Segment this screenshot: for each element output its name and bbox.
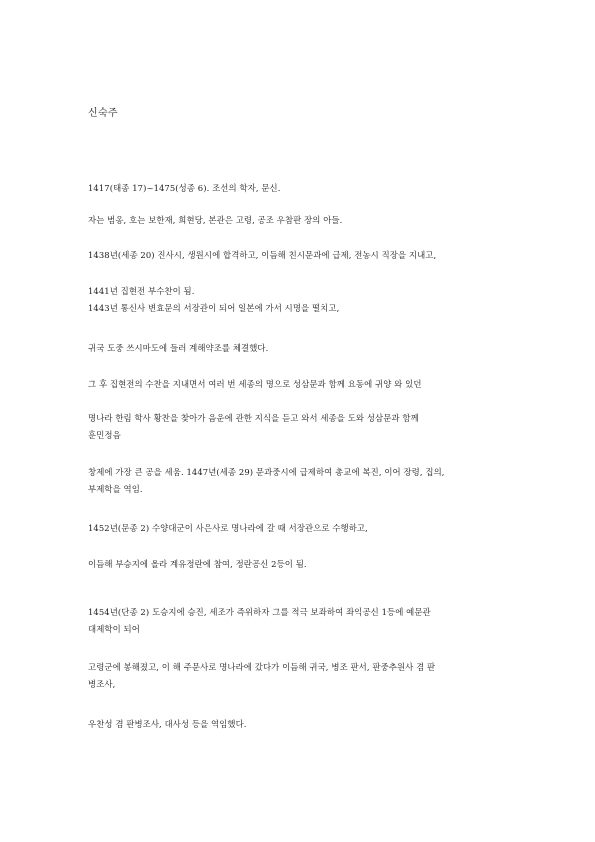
paragraph-8 (88, 464, 518, 498)
paragraph-4 (88, 283, 518, 317)
paragraph-9 (88, 520, 518, 537)
paragraph-line: 우찬성 겸 판병조사, 대사성 등을 역임했다. (88, 719, 247, 729)
paragraph-13 (88, 716, 518, 733)
paragraph-line: 훈민정음 (88, 430, 121, 440)
paragraph-line: 그 후 집현전의 수찬을 지내면서 여러 번 세종의 명으로 성삼문과 함께 요동에 귀양 와 있던 (88, 379, 422, 389)
paragraph-line: 고령군에 봉해졌고, 이 해 주문사로 명나라에 갔다가 이듬해 귀국, 병조 판서, 판중추원사 겸 판 (88, 662, 436, 672)
document-title: 신숙주 (88, 108, 118, 119)
paragraph-12 (88, 659, 518, 693)
paragraph-line: 부제학을 역임. (88, 484, 143, 494)
paragraph-line: 자는 범옹, 호는 보한재, 희현당, 본관은 고령, 공조 우참판 장의 아들. (88, 215, 343, 225)
paragraph-6 (88, 376, 518, 393)
paragraph-line: 1443년 통신사 변효문의 서장관이 되어 일본에 가서 시명을 떨치고, (88, 303, 340, 313)
paragraph-line: 1438년(세종 20) 진사시, 생원시에 합격하고, 이듬해 친시문과에 급제, 전농시 직장을 지내고, (88, 250, 437, 260)
paragraph-5 (88, 340, 518, 357)
paragraph-line: 1454년(단종 2) 도승지에 승진, 세조가 즉위하자 그를 적극 보좌하여 좌익공신 1등에 예문관 (88, 607, 431, 617)
paragraph-3 (88, 247, 518, 264)
paragraph-line: 1452년(문종 2) 수양대군이 사은사로 명나라에 갈 때 서장관으로 수행하고, (88, 523, 368, 533)
paragraph-line: 1417(태종 17)~1475(성종 6). 조선의 학자, 문신. (88, 183, 281, 193)
paragraph-line: 1441년 집현전 부수찬이 됨. (88, 286, 195, 296)
paragraph-10 (88, 556, 518, 573)
paragraph-line: 이듬해 부승지에 올라 계유정란에 참여, 정란공신 2등이 됨. (88, 559, 307, 569)
paragraph-line: 귀국 도중 쓰시마도에 들러 계해약조를 체결했다. (88, 343, 269, 353)
paragraph-line: 창제에 가장 큰 공을 세움. 1447년(세종 29) 문과중시에 급제하여 총교에 복진, 이어 장령, 집의, (88, 467, 445, 477)
paragraph-11 (88, 604, 518, 638)
paragraph-line: 대제학이 되어 (88, 624, 140, 634)
paragraph-1 (88, 180, 518, 197)
paragraph-2 (88, 212, 518, 229)
paragraph-line: 명나라 한림 학사 황찬을 찾아가 음운에 관한 지식을 듣고 와서 세종을 도와 성삼문과 함께 (88, 413, 419, 423)
paragraph-line: 병조사, (88, 679, 116, 689)
paragraph-7 (88, 410, 518, 444)
